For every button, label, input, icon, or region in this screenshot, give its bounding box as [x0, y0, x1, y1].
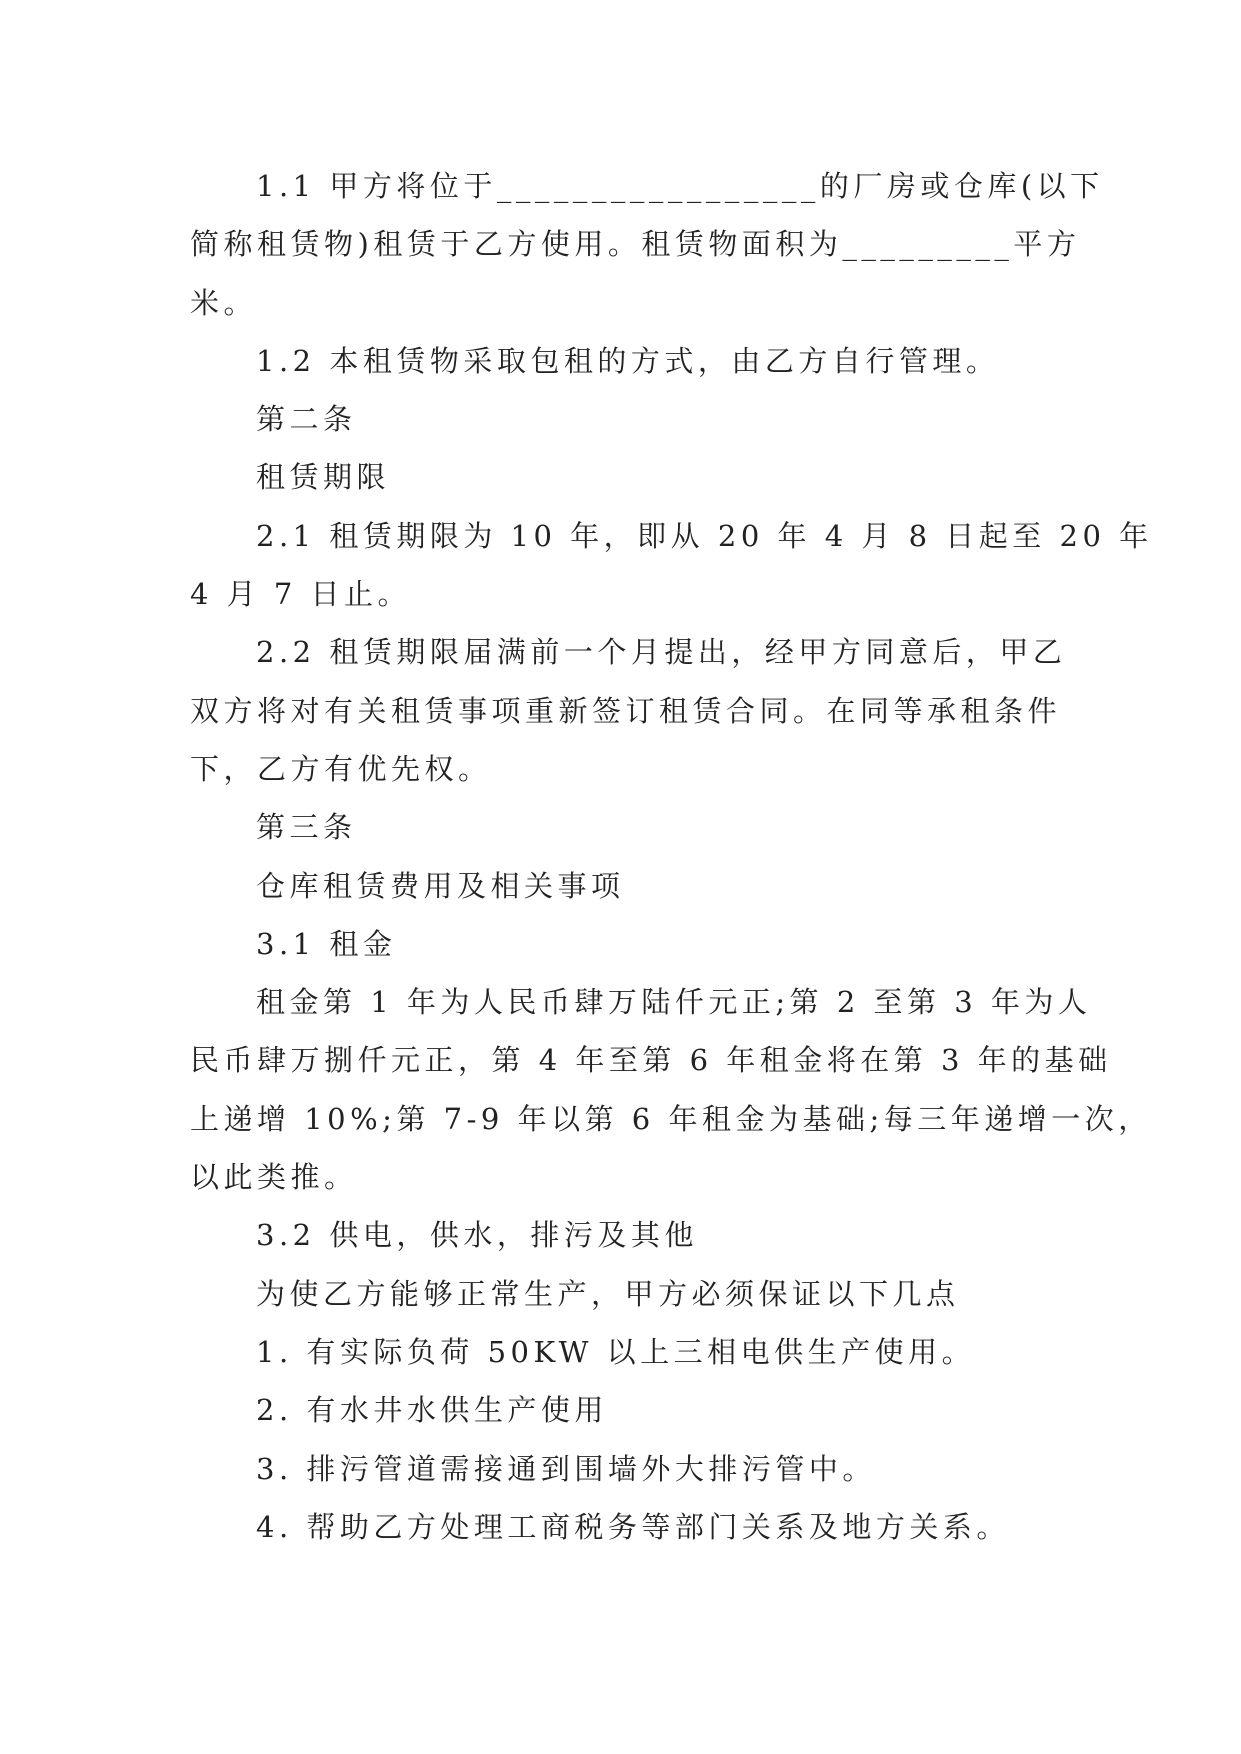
article-heading: 第三条 — [256, 810, 357, 845]
article-heading: 第二条 — [256, 402, 357, 437]
paragraph-line: 2.2 租赁期限届满前一个月提出，经甲方同意后，甲乙 — [256, 635, 1067, 670]
paragraph-line: 简称租赁物)租赁于乙方使用。租赁物面积为_________平方 — [190, 227, 1081, 262]
list-item: 4. 帮助乙方处理工商税务等部门关系及地方关系。 — [256, 1509, 1010, 1544]
paragraph-line: 4 月 7 日止。 — [190, 577, 412, 612]
paragraph-line: 民币肆万捌仟元正，第 4 年至第 6 年租金将在第 3 年的基础 — [190, 1043, 1112, 1078]
paragraph-line: 上递增 10%;第 7-9 年以第 6 年租金为基础;每三年递增一次， — [190, 1101, 1152, 1136]
list-item: 1. 有实际负荷 50KW 以上三相电供生产使用。 — [256, 1334, 976, 1369]
paragraph-line: 2.1 租赁期限为 10 年，即从 20 年 4 月 8 日起至 20 年 — [256, 518, 1153, 553]
paragraph-line: 下，乙方有优先权。 — [190, 751, 492, 786]
article-title: 租赁期限 — [256, 460, 391, 495]
list-item: 3. 排污管道需接通到围墙外大排污管中。 — [256, 1451, 876, 1486]
paragraph-line: 米。 — [190, 285, 258, 320]
paragraph-line: 以此类推。 — [190, 1160, 358, 1195]
list-item: 2. 有水井水供生产使用 — [256, 1393, 608, 1428]
paragraph-line: 双方将对有关租赁事项重新签订租赁合同。在同等承租条件 — [190, 693, 1062, 728]
paragraph-line: 1.1 甲方将位于_________________的厂房或仓库(以下 — [256, 169, 1104, 203]
article-title: 仓库租赁费用及相关事项 — [256, 868, 625, 903]
paragraph-line: 为使乙方能够正常生产，甲方必须保证以下几点 — [256, 1276, 960, 1311]
document-body — [190, 157, 1153, 1556]
paragraph-line: 租金第 1 年为人民币肆万陆仟元正;第 2 至第 3 年为人 — [256, 985, 1092, 1020]
paragraph-line: 1.2 本租赁物采取包租的方式，由乙方自行管理。 — [256, 343, 1000, 378]
section-heading: 3.2 供电，供水，排污及其他 — [256, 1218, 698, 1253]
section-heading: 3.1 租金 — [256, 926, 397, 961]
